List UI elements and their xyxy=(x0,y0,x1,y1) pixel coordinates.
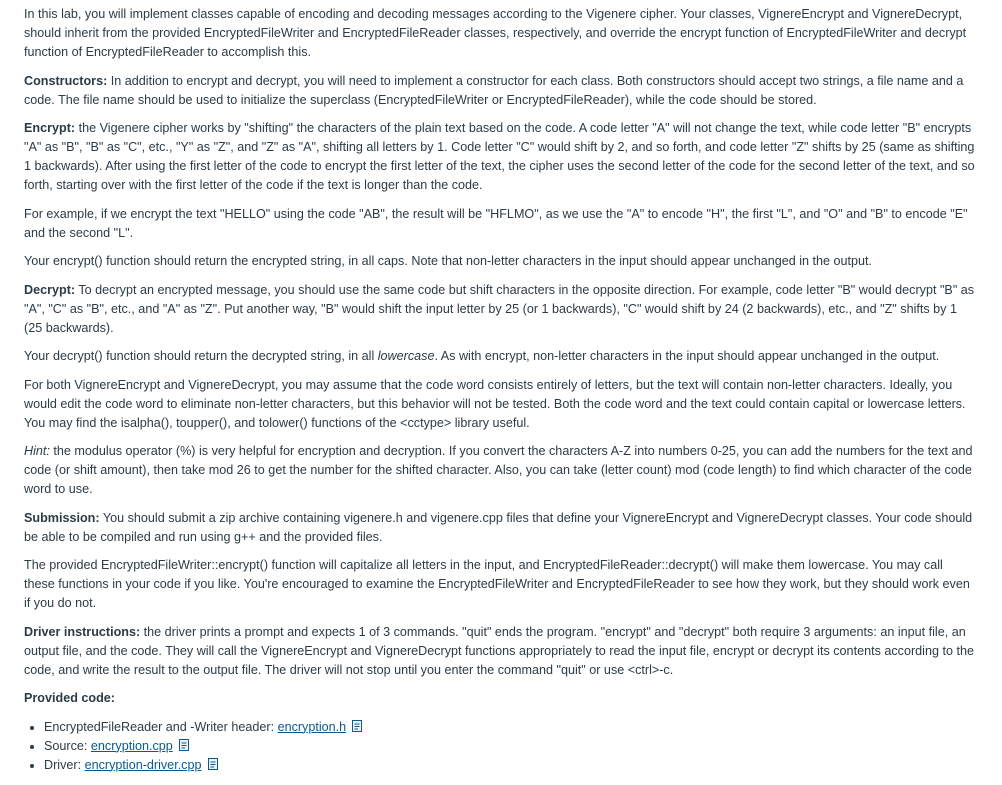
encrypt-paragraph xyxy=(24,119,976,195)
encryption-driver-cpp-link[interactable]: encryption-driver.cpp xyxy=(84,757,202,772)
constructors-paragraph xyxy=(24,72,976,110)
file-preview-icon[interactable] xyxy=(179,739,189,751)
list-item-prefix: Source: xyxy=(44,738,91,753)
list-item-prefix: EncryptedFileReader and -Writer header: xyxy=(44,719,278,734)
driver-text: the driver prints a prompt and expects 1 of 3 commands. "quit" ends the program. "encrypt" and "decrypt" both require 3 arguments: an input file, an output file, and the code. They will call the VignereEncrypt and VignereDecrypt functions appropriately to read the input file, encrypt or decrypt its contents according to the code, and write the result to the output file. The driver will not stop until you enter the command "quit" or use <ctrl>-c. xyxy=(24,624,974,677)
both-paragraph: For both VignereEncrypt and VignereDecrypt, you may assume that the code word consists entirely of letters, but the text will contain non-letter characters. Ideally, you would edit the code word to eliminate non-letter characters, but this behavior will not be tested. Both the code word and the text could contain capital or lowercase letters. You may find the isalpha(), toupper(), and tolower() functions of the <cctype> library useful. xyxy=(24,377,966,430)
list-item-prefix: Driver: xyxy=(44,757,85,772)
hint-label: Hint: xyxy=(24,444,50,458)
intro-paragraph: In this lab, you will implement classes capable of encoding and decoding messages according to the Vigenere cipher. Your classes, VignereEncrypt and VignereDecrypt, should inherit from the provided EncryptedFileWriter and EncryptedFileReader classes, respectively, and override the encrypt function of EncryptedFileWriter and decrypt function of EncryptedFileReader to accomplish this. xyxy=(24,7,967,59)
encrypt-text: the Vigenere cipher works by "shifting" the characters of the plain text based on the code. A code letter "A" will not change the text, while code letter "B" encrypts "A" as "B", "B" as "C", etc., "Y" as "Z", and "Z" as "A", shifting all letters by 1. Code letter "C" would shift by 2, and so forth, and code letter "Z" shifts by 25 (same as shifting 1 backwards). After using the first letter of the code to encrypt the first letter of the text, the cipher uses the second letter of the code for the second letter of the text, and so forth, starting over with the first letter of the code if the text is longer than the code. xyxy=(24,121,975,192)
encrypt-return-paragraph: Your encrypt() function should return the encrypted string, in all caps. Note that non-letter characters in the input should appear unchanged in the output. xyxy=(24,254,873,268)
assignment-content xyxy=(24,5,976,775)
submission-paragraph xyxy=(24,509,976,547)
encryption-cpp-link[interactable]: encryption.cpp xyxy=(90,738,173,753)
provided-code-label: Provided code: xyxy=(24,691,115,705)
decrypt-text: To decrypt an encrypted message, you should use the same code but shift characters in the opposite direction. For example, code letter "B" would decrypt "B" as "A", "C" as "B", etc., and "A" as "Z". Put another way, "B" would shift the input letter by 25 (or 1 backwards), "C" would shift by 24 (2 backwards), etc., and "Z" shifts by 1 (25 backwards). xyxy=(24,282,975,335)
decrypt-return-paragraph xyxy=(24,347,976,366)
decrypt-return-italic: lowercase xyxy=(377,349,435,363)
hint-text: the modulus operator (%) is very helpful for encryption and decryption. If you convert the characters A-Z into numbers 0-25, you can add the numbers for the text and code (or shift amount), then take mod 26 to get the number for the shifted character. Also, you can take (letter count) mod (code length) to find which character of the code word to use. xyxy=(24,444,973,496)
provided-code-heading xyxy=(24,689,976,708)
decrypt-return-after: . As with encrypt, non-letter characters in the input should appear unchanged in the output. xyxy=(434,349,940,363)
driver-paragraph xyxy=(24,623,976,680)
hint-paragraph xyxy=(24,442,976,499)
file-preview-icon[interactable] xyxy=(208,758,218,770)
submission-label: Submission: xyxy=(24,510,100,525)
decrypt-return-before: Your decrypt() function should return the decrypted string, in all xyxy=(24,349,378,363)
decrypt-paragraph xyxy=(24,281,976,338)
file-preview-icon[interactable] xyxy=(352,720,362,732)
constructors-text: In addition to encrypt and decrypt, you will need to implement a constructor for each class. Both constructors should accept two strings, a file name and a code. The file name should be used to initialize the superclass (EncryptedFileWriter or EncryptedFileReader), while the code should be stored. xyxy=(24,73,964,107)
provided-code-list xyxy=(24,718,976,775)
decrypt-label: Decrypt: xyxy=(24,282,76,297)
submission-text: You should submit a zip archive containing vigenere.h and vigenere.cpp files that define your VignereEncrypt and VignereDecrypt classes. Your code should be able to be compiled and run using g++ and the provided files. xyxy=(24,510,973,544)
list-item xyxy=(44,718,976,737)
constructors-label: Constructors: xyxy=(24,73,108,88)
encryption-h-link[interactable]: encryption.h xyxy=(277,719,347,734)
list-item xyxy=(44,737,976,756)
encrypt-label: Encrypt: xyxy=(24,121,76,135)
driver-label: Driver instructions: xyxy=(24,624,141,639)
example-paragraph: For example, if we encrypt the text "HELLO" using the code "AB", the result will be "HFLMO", as we use the "A" to encode "H", the first "L", and "O" and "B" to encode "E" and the second "L". xyxy=(24,206,968,240)
provided-functions-paragraph: The provided EncryptedFileWriter::encrypt() function will capitalize all letters in the input, and EncryptedFileReader::decrypt() will make them lowercase. You may call these functions in your code if you like. You're encouraged to examine the EncryptedFileWriter and EncryptedFileReader to see how they work, but they should work even if you do not. xyxy=(24,558,970,610)
list-item xyxy=(44,756,976,775)
